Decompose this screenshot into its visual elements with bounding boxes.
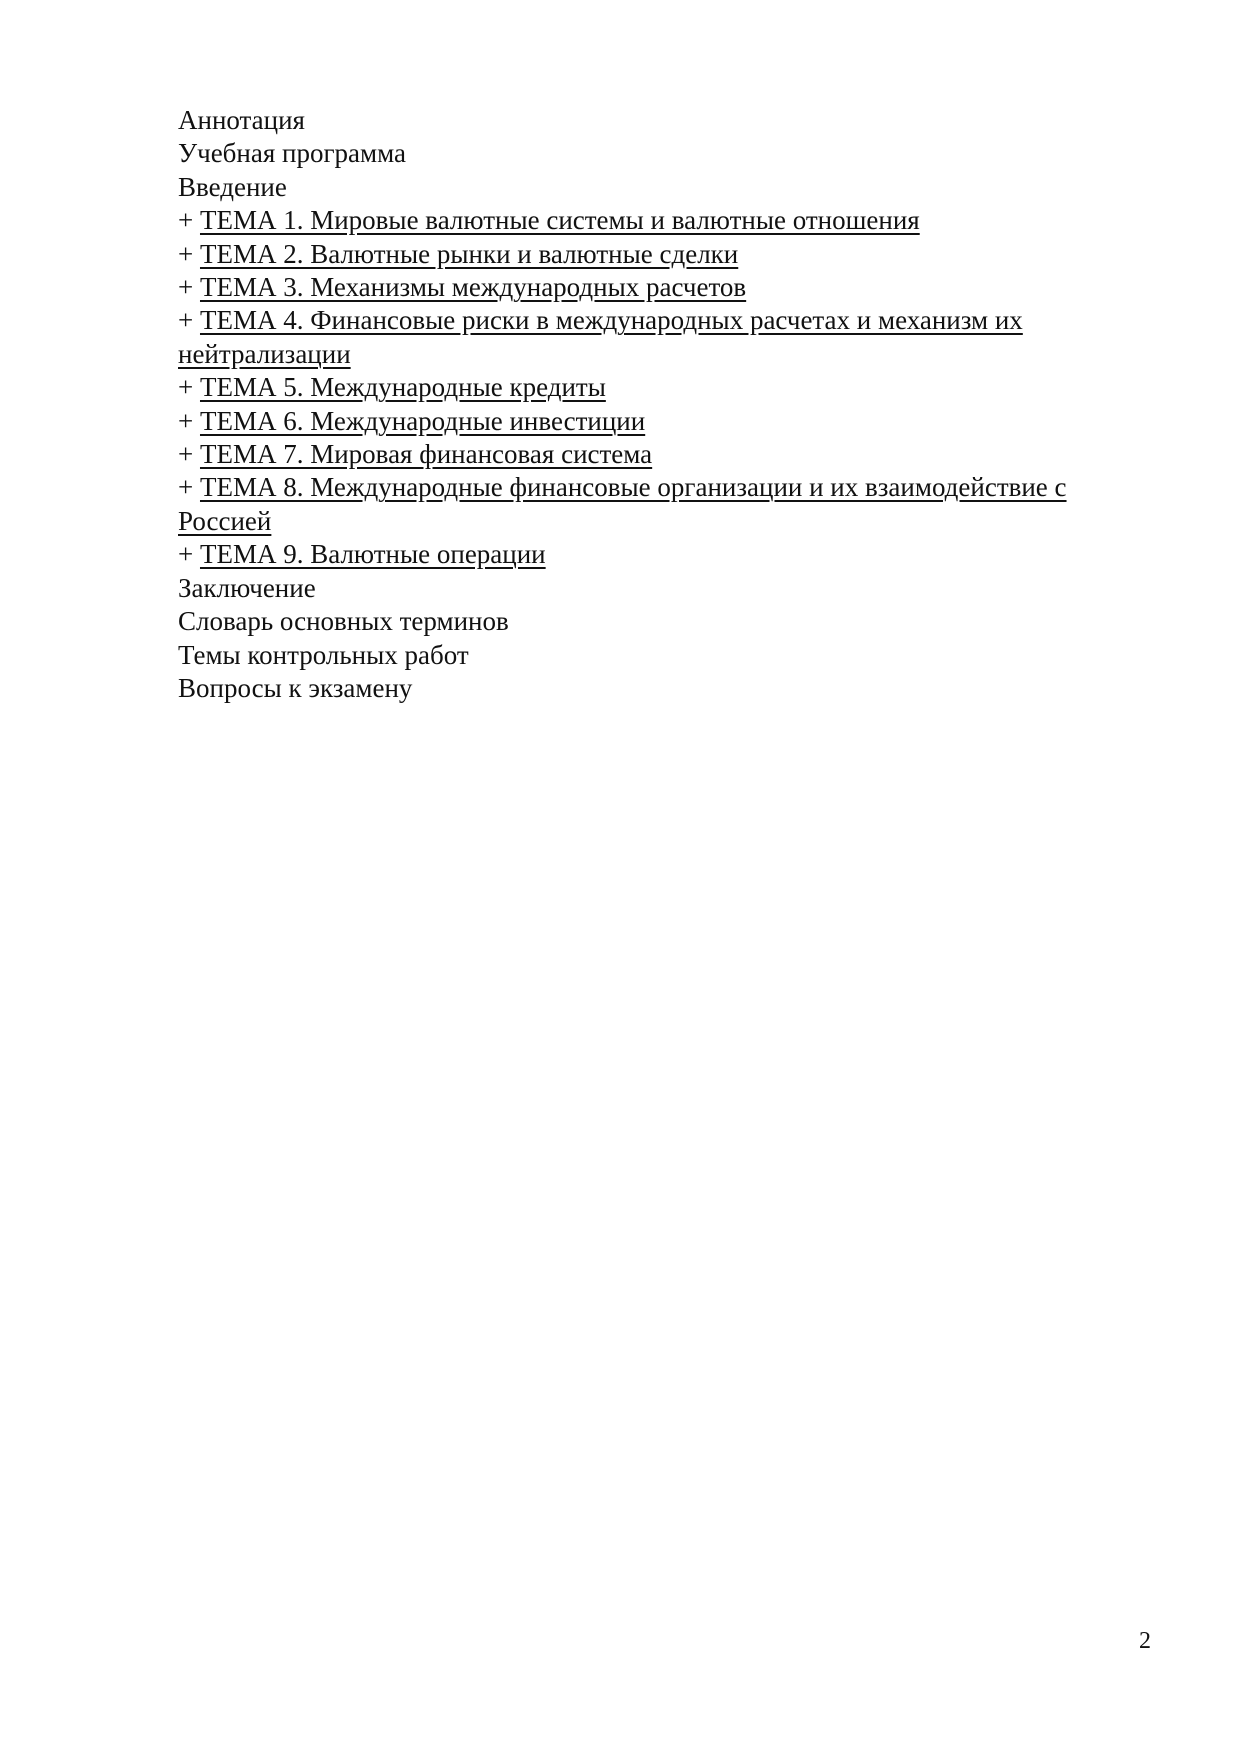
expand-marker: + [178,472,200,503]
toc-item-label: Учебная программа [178,138,406,169]
toc-item-glossary [178,605,1128,638]
expand-marker: + [178,405,200,436]
topic-1-link[interactable]: ТЕМА 1. Мировые валютные системы и валютные отношения [199,205,920,236]
toc-item-topic-7 [178,438,1128,471]
toc-item-topic-9 [178,538,1128,571]
toc-item-label: Заключение [178,572,316,603]
toc-item-topic-6 [178,405,1128,438]
topic-9-link[interactable]: ТЕМА 9. Валютные операции [199,539,546,570]
toc-item-label: Вопросы к экзамену [178,672,413,703]
topic-3-link[interactable]: ТЕМА 3. Механизмы международных расчетов [199,272,747,303]
toc-item-annotation [178,104,1128,137]
expand-marker: + [178,439,200,470]
toc-item-topic-1 [178,204,1128,237]
page-number: 2 [1139,1628,1151,1654]
toc-item-topic-3 [178,271,1128,304]
toc-item-label: Словарь основных терминов [178,606,509,637]
table-of-contents [178,104,1128,705]
toc-item-label: Темы контрольных работ [178,639,469,670]
toc-item-label: Аннотация [178,105,305,135]
expand-marker: + [178,305,200,336]
topic-7-link[interactable]: ТЕМА 7. Мировая финансовая система [199,439,653,470]
toc-item-topic-4 [178,304,1128,371]
toc-item-topic-2 [178,238,1128,271]
topic-4-link[interactable]: ТЕМА 4. Финансовые риски в международных расчетах и механизм их нейтрализации [178,305,1023,369]
topic-8-link[interactable]: ТЕМА 8. Международные финансовые организации и их взаимодействие с Россией [178,472,1067,536]
topic-5-link[interactable]: ТЕМА 5. Международные кредиты [199,372,606,403]
expand-marker: + [178,238,200,269]
toc-item-label: Введение [178,171,287,202]
toc-item-test-topics [178,639,1128,672]
toc-item-conclusion [178,572,1128,605]
toc-item-introduction [178,171,1128,204]
toc-item-curriculum [178,137,1128,170]
topic-6-link[interactable]: ТЕМА 6. Международные инвестиции [199,405,646,436]
toc-item-exam-questions [178,672,1128,705]
expand-marker: + [178,205,200,236]
toc-item-topic-5 [178,371,1128,404]
topic-2-link[interactable]: ТЕМА 2. Валютные рынки и валютные сделки [199,238,739,269]
expand-marker: + [178,539,200,570]
expand-marker: + [178,372,200,403]
toc-item-topic-8 [178,471,1128,538]
expand-marker: + [178,272,200,303]
